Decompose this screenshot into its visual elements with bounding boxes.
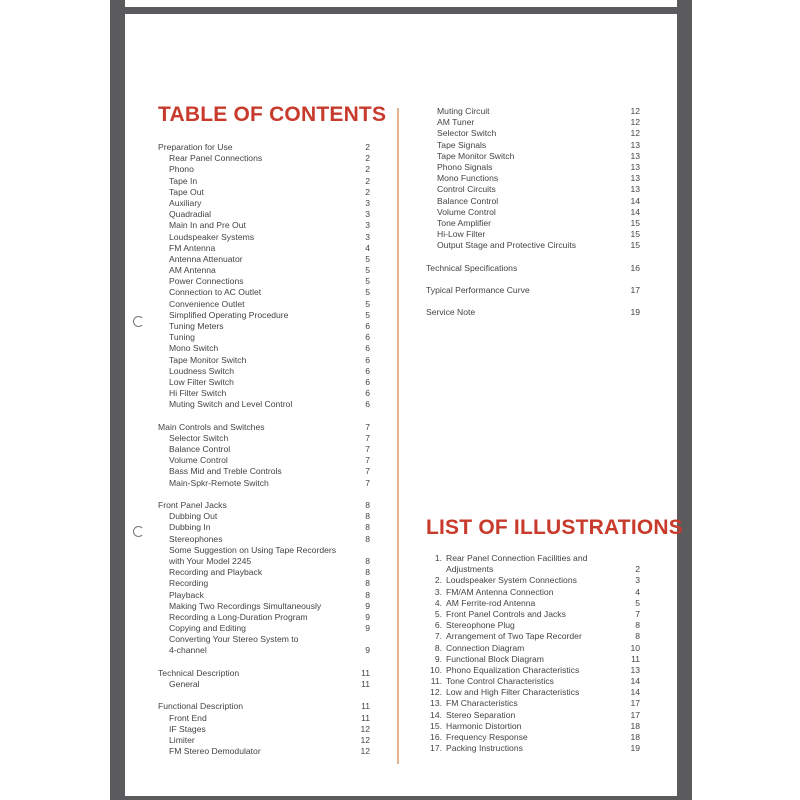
toc-entry [158, 746, 370, 757]
toc-page-number: 7 [365, 455, 370, 466]
toc-entry-label: Simplified Operating Procedure [169, 309, 289, 320]
illustration-number: 12. [430, 687, 442, 698]
toc-entry-label: Output Stage and Protective Circuits [437, 240, 577, 251]
toc-entry-label: Phono [169, 164, 194, 175]
toc-entry [158, 511, 370, 522]
illustration-number: 3. [434, 586, 442, 597]
toc-page-number: 12 [630, 128, 640, 139]
illustrations-title: LIST OF ILLUSTRATIONS [426, 516, 683, 539]
toc-page-number: 6 [365, 376, 370, 387]
toc-page-number: 8 [365, 567, 370, 578]
illustration-label: Stereo Separation [446, 709, 516, 720]
toc-spacer [426, 251, 640, 262]
toc-page-number: 14 [630, 206, 640, 217]
toc-page-number: 6 [365, 365, 370, 376]
toc-entry [158, 343, 370, 354]
toc-entry [158, 355, 370, 366]
toc-entry [158, 612, 370, 623]
toc-entry-label: Typical Performance Curve [426, 285, 530, 295]
toc-page-number: 7 [365, 432, 370, 443]
toc-page-number: 5 [365, 309, 370, 320]
toc-entry-label: Balance Control [437, 195, 499, 206]
toc-page-number: 7 [365, 421, 370, 432]
toc-entry-label: AM Antenna [169, 265, 216, 276]
illustrations-list [426, 553, 640, 754]
toc-page-number: 12 [360, 734, 370, 745]
toc-entry-label: Preparation for Use [158, 142, 233, 152]
toc-entry-label: Functional Description [158, 701, 244, 712]
illustration-label: Connection Diagram [446, 642, 525, 653]
toc-entry-label: Tone Amplifier [437, 217, 491, 228]
illustration-label: Frequency Response [446, 732, 528, 742]
toc-entry [158, 601, 370, 612]
toc-entry-label: Recording and Playback [169, 567, 263, 578]
illustration-label: Front Panel Controls and Jacks [446, 608, 566, 619]
toc-entry-label: Main In and Pre Out [169, 220, 246, 231]
illustration-page-number: 14 [630, 676, 640, 687]
toc-entry-label: Rear Panel Connections [169, 153, 263, 164]
toc-page-number: 3 [365, 220, 370, 231]
toc-entry-label: Volume Control [169, 455, 228, 466]
toc-page-number: 13 [630, 184, 640, 195]
toc-entry [158, 366, 370, 377]
toc-entry-label: Tape Signals [437, 139, 487, 150]
toc-entry [158, 153, 370, 164]
toc-entry-label: General [169, 679, 200, 689]
toc-page-number: 12 [360, 723, 370, 734]
toc-entry [426, 218, 640, 229]
toc-page-number: 15 [630, 240, 640, 251]
toc-entry-label: Making Two Recordings Simultaneously [169, 600, 322, 611]
previous-page-edge [125, 0, 677, 7]
illustration-number: 14. [430, 709, 442, 720]
toc-entry [158, 243, 370, 254]
toc-entry [426, 184, 640, 195]
toc-entry-label: Control Circuits [437, 184, 496, 195]
toc-entry-label: Main Controls and Switches [158, 421, 265, 432]
illustration-entry [426, 598, 640, 609]
toc-page-number: 12 [630, 106, 640, 116]
toc-page-number: 5 [365, 298, 370, 309]
illustration-page-number: 11 [631, 653, 640, 664]
toc-entry [158, 388, 370, 399]
toc-entry-label: Playback [169, 589, 204, 600]
toc-entry-label: Balance Control [169, 444, 231, 455]
toc-entry-label: Recording a Long-Duration Program [169, 611, 308, 622]
toc-section [426, 307, 640, 318]
toc-section [158, 422, 370, 433]
toc-section [158, 142, 370, 153]
toc-entry [426, 140, 640, 151]
toc-entry [158, 522, 370, 533]
toc-entry [158, 187, 370, 198]
illustration-number: 6. [434, 620, 442, 631]
illustration-number: 1. [434, 553, 442, 563]
toc-entry [426, 229, 640, 240]
toc-entry [158, 634, 370, 645]
illustration-page-number: 18 [630, 720, 640, 731]
toc-entry [158, 713, 370, 724]
toc-entry [158, 399, 370, 410]
toc-entry [158, 455, 370, 466]
toc-entry-label: with Your Model 2245 [169, 555, 252, 566]
toc-entry-label: 4-channel [169, 645, 207, 656]
toc-entry-label: Convenience Outlet [169, 298, 245, 309]
toc-entry [158, 724, 370, 735]
toc-left-column [158, 142, 370, 757]
toc-entry-label: Antenna Attenuator [169, 253, 243, 264]
toc-page-number: 2 [365, 164, 370, 175]
illustration-number: 15. [430, 720, 442, 731]
toc-entry-label: Quadradial [169, 209, 212, 220]
toc-page-number: 9 [365, 623, 370, 634]
toc-page-number: 5 [365, 276, 370, 287]
toc-entry [158, 220, 370, 231]
illustration-number: 7. [434, 631, 442, 642]
illustration-entry [426, 587, 640, 598]
toc-page-number: 13 [630, 173, 640, 184]
toc-entry-label: Stereophones [169, 533, 223, 544]
toc-section [426, 263, 640, 274]
toc-page-number: 7 [365, 444, 370, 455]
toc-entry [158, 164, 370, 175]
toc-entry [158, 567, 370, 578]
toc-page-number: 11 [361, 712, 370, 723]
toc-page-number: 8 [365, 589, 370, 600]
illustration-label: Rear Panel Connection Facilities and [446, 553, 588, 563]
illustration-number: 13. [430, 698, 442, 709]
column-divider [397, 108, 399, 764]
toc-entry [426, 117, 640, 128]
illustration-label: Harmonic Distortion [446, 720, 522, 731]
toc-page-number: 8 [365, 578, 370, 589]
toc-page-number: 3 [365, 209, 370, 220]
illustration-page-number: 3 [635, 575, 640, 586]
illustration-label: Functional Block Diagram [446, 653, 544, 664]
toc-page-number: 5 [365, 265, 370, 276]
toc-entry-label: Tape Monitor Switch [437, 150, 515, 161]
toc-entry-label: FM Stereo Demodulator [169, 746, 261, 757]
toc-page-number: 9 [365, 600, 370, 611]
toc-entry-label: Service Note [426, 307, 476, 318]
toc-entry-label: Hi Filter Switch [169, 388, 227, 399]
toc-page-number: 16 [630, 262, 640, 273]
toc-page-number: 5 [365, 253, 370, 264]
toc-entry-label: Main-Spkr-Remote Switch [169, 477, 269, 488]
toc-entry [158, 198, 370, 209]
illustration-entry [426, 654, 640, 665]
toc-entry-label: Hi-Low Filter [437, 229, 486, 240]
toc-page-number: 2 [365, 186, 370, 197]
toc-entry [158, 679, 370, 690]
toc-page-number: 8 [365, 533, 370, 544]
toc-entry-label: Tape Monitor Switch [169, 354, 247, 365]
toc-section [158, 668, 370, 679]
toc-page-number: 8 [365, 555, 370, 566]
toc-entry [158, 590, 370, 601]
illustration-entry [426, 631, 640, 642]
toc-page-number: 8 [365, 500, 370, 510]
toc-page-number: 9 [365, 611, 370, 622]
illustration-label: Adjustments [446, 564, 494, 575]
toc-entry [158, 556, 370, 567]
toc-entry [158, 254, 370, 265]
illustration-label: Packing Instructions [446, 743, 523, 754]
toc-page-number: 19 [630, 307, 640, 318]
illustration-number: 5. [434, 608, 442, 619]
illustration-label: Low and High Filter Characteristics [446, 687, 580, 698]
toc-entry-label: Technical Specifications [426, 262, 518, 273]
toc-page-number: 7 [365, 477, 370, 488]
toc-entry-label: Mono Switch [169, 343, 219, 354]
illustration-entry [426, 698, 640, 709]
illustration-number: 17. [430, 743, 442, 754]
toc-entry [158, 578, 370, 589]
illustration-label: Phono Equalization Characteristics [446, 664, 580, 675]
toc-entry-label: Bass Mid and Treble Controls [169, 466, 282, 477]
toc-entry-label: Dubbing In [169, 522, 211, 533]
toc-page-number: 14 [630, 195, 640, 206]
toc-page-number: 3 [365, 231, 370, 242]
illustration-entry [426, 609, 640, 620]
toc-page-number: 12 [630, 117, 640, 128]
toc-title: TABLE OF CONTENTS [158, 103, 387, 126]
illustration-number: 10. [430, 664, 442, 675]
illustration-number: 2. [434, 575, 442, 586]
toc-entry-label: Loudspeaker Systems [169, 231, 255, 242]
toc-spacer [158, 489, 370, 500]
illustration-number: 16. [430, 732, 442, 742]
toc-entry-label: Front End [169, 712, 207, 723]
toc-entry-label: Tuning Meters [169, 321, 224, 331]
illustration-page-number: 17 [630, 709, 640, 720]
toc-entry-label: Tuning [169, 332, 195, 343]
illustration-label: FM Characteristics [446, 698, 518, 709]
toc-entry [158, 433, 370, 444]
illustration-page-number: 14 [630, 687, 640, 698]
toc-entry-label: Mono Functions [437, 173, 499, 184]
toc-page-number: 7 [365, 466, 370, 477]
toc-entry-label: IF Stages [169, 723, 206, 734]
illustration-entry [426, 710, 640, 721]
toc-page-number: 11 [361, 667, 370, 678]
illustration-page-number: 18 [630, 732, 640, 742]
illustration-entry [426, 743, 640, 754]
toc-entry [158, 321, 370, 332]
illustration-page-number: 7 [635, 608, 640, 619]
toc-page-number: 12 [360, 746, 370, 757]
toc-entry-label: Selector Switch [169, 432, 229, 443]
toc-section [158, 500, 370, 511]
toc-entry-label: Technical Description [158, 667, 240, 678]
toc-entry-label: Tape Out [169, 186, 204, 197]
illustration-page-number: 8 [635, 620, 640, 631]
toc-entry [426, 162, 640, 173]
toc-entry [158, 310, 370, 321]
toc-page-number: 4 [365, 242, 370, 253]
toc-entry-label: Recording [169, 578, 209, 589]
illustration-number: 9. [434, 653, 442, 664]
toc-entry [158, 534, 370, 545]
binder-hole-icon [133, 526, 144, 537]
toc-page-number: 2 [365, 175, 370, 186]
illustration-label: Loudspeaker System Connections [446, 575, 577, 586]
toc-page-number: 6 [365, 332, 370, 343]
illustration-number: 4. [434, 597, 442, 608]
toc-page-number: 8 [365, 522, 370, 533]
toc-page-number: 3 [365, 197, 370, 208]
toc-entry-label: Auxiliary [169, 197, 202, 208]
toc-page-number: 13 [630, 150, 640, 161]
toc-spacer [158, 411, 370, 422]
toc-entry [158, 735, 370, 746]
illustration-entry [426, 732, 640, 743]
illustration-page-number: 17 [630, 698, 640, 709]
toc-entry-label: Limiter [169, 734, 195, 745]
toc-entry [158, 287, 370, 298]
illustration-page-number: 5 [635, 597, 640, 608]
illustration-label: AM Ferrite-rod Antenna [446, 597, 536, 608]
illustration-entry [426, 553, 640, 564]
toc-entry [158, 623, 370, 634]
toc-entry-label: Tape In [169, 175, 198, 186]
illustration-page-number: 8 [635, 631, 640, 642]
toc-page-number: 8 [365, 511, 370, 522]
toc-entry-label: Selector Switch [437, 128, 497, 139]
toc-section [426, 285, 640, 296]
binder-hole-icon [133, 316, 144, 327]
toc-entry-label: Front Panel Jacks [158, 500, 227, 510]
toc-entry-label: Connection to AC Outlet [169, 287, 262, 298]
toc-entry [158, 545, 370, 556]
illustration-entry [426, 620, 640, 631]
toc-entry-label: Converting Your Stereo System to [169, 634, 299, 645]
toc-entry-label: Low Filter Switch [169, 376, 234, 387]
illustration-entry [426, 687, 640, 698]
toc-page-number: 6 [365, 399, 370, 410]
illustration-label: Tone Control Characteristics [446, 676, 554, 687]
toc-page-number: 9 [365, 645, 370, 656]
illustration-label: FM/AM Antenna Connection [446, 586, 554, 597]
toc-page-number: 17 [630, 285, 640, 295]
toc-entry-label: Some Suggestion on Using Tape Recorders [169, 544, 337, 555]
illustration-entry [426, 721, 640, 732]
toc-page-number: 15 [630, 229, 640, 240]
toc-entry-label: FM Antenna [169, 242, 216, 253]
toc-entry [426, 207, 640, 218]
illustration-label: Stereophone Plug [446, 620, 515, 631]
toc-entry-label: Loudness Switch [169, 365, 234, 376]
toc-entry-label: Dubbing Out [169, 511, 218, 522]
toc-entry [158, 645, 370, 656]
toc-entry [158, 377, 370, 388]
toc-entry [426, 196, 640, 207]
toc-page-number: 2 [365, 142, 370, 152]
illustration-entry [426, 564, 640, 575]
illustration-page-number: 13 [630, 664, 640, 675]
toc-section [158, 701, 370, 712]
illustration-entry [426, 665, 640, 676]
toc-entry [158, 299, 370, 310]
toc-entry [426, 151, 640, 162]
toc-entry-label: Muting Switch and Level Control [169, 399, 293, 410]
toc-entry-label: Power Connections [169, 276, 244, 287]
toc-spacer [158, 657, 370, 668]
toc-page-number: 13 [630, 161, 640, 172]
toc-entry-label: Copying and Editing [169, 623, 246, 634]
toc-entry [158, 209, 370, 220]
toc-entry [158, 265, 370, 276]
toc-page-number: 6 [365, 343, 370, 354]
toc-entry-label: Muting Circuit [437, 106, 490, 116]
illustration-page-number: 10 [630, 642, 640, 653]
toc-page-number: 6 [365, 354, 370, 365]
toc-page-number: 2 [365, 153, 370, 164]
illustration-entry [426, 676, 640, 687]
illustration-number: 11. [430, 676, 442, 687]
toc-entry [426, 173, 640, 184]
illustration-entry [426, 575, 640, 586]
toc-spacer [426, 274, 640, 285]
toc-spacer [426, 296, 640, 307]
illustration-page-number: 19 [630, 743, 640, 754]
toc-page-number: 6 [365, 321, 370, 331]
toc-page-number: 5 [365, 287, 370, 298]
toc-entry [426, 106, 640, 117]
toc-page-number: 6 [365, 388, 370, 399]
toc-entry-label: Volume Control [437, 206, 496, 217]
toc-entry [158, 332, 370, 343]
illustration-number: 8. [434, 642, 442, 653]
toc-right-column [426, 106, 640, 319]
toc-page-number: 15 [630, 217, 640, 228]
toc-entry-label: Phono Signals [437, 161, 493, 172]
illustration-label: Arrangement of Two Tape Recorder [446, 631, 582, 642]
toc-entry [158, 276, 370, 287]
toc-entry [158, 478, 370, 489]
toc-page-number: 11 [361, 701, 370, 712]
illustration-page-number: 2 [635, 564, 640, 575]
toc-entry [158, 466, 370, 477]
toc-entry [426, 240, 640, 251]
toc-spacer [158, 690, 370, 701]
toc-entry [426, 128, 640, 139]
illustration-page-number: 4 [635, 586, 640, 597]
toc-page-number: 13 [630, 139, 640, 150]
toc-entry [158, 232, 370, 243]
toc-page-number: 11 [361, 679, 370, 689]
toc-entry [158, 444, 370, 455]
toc-entry [158, 176, 370, 187]
toc-entry-label: AM Tuner [437, 117, 475, 128]
illustration-entry [426, 643, 640, 654]
